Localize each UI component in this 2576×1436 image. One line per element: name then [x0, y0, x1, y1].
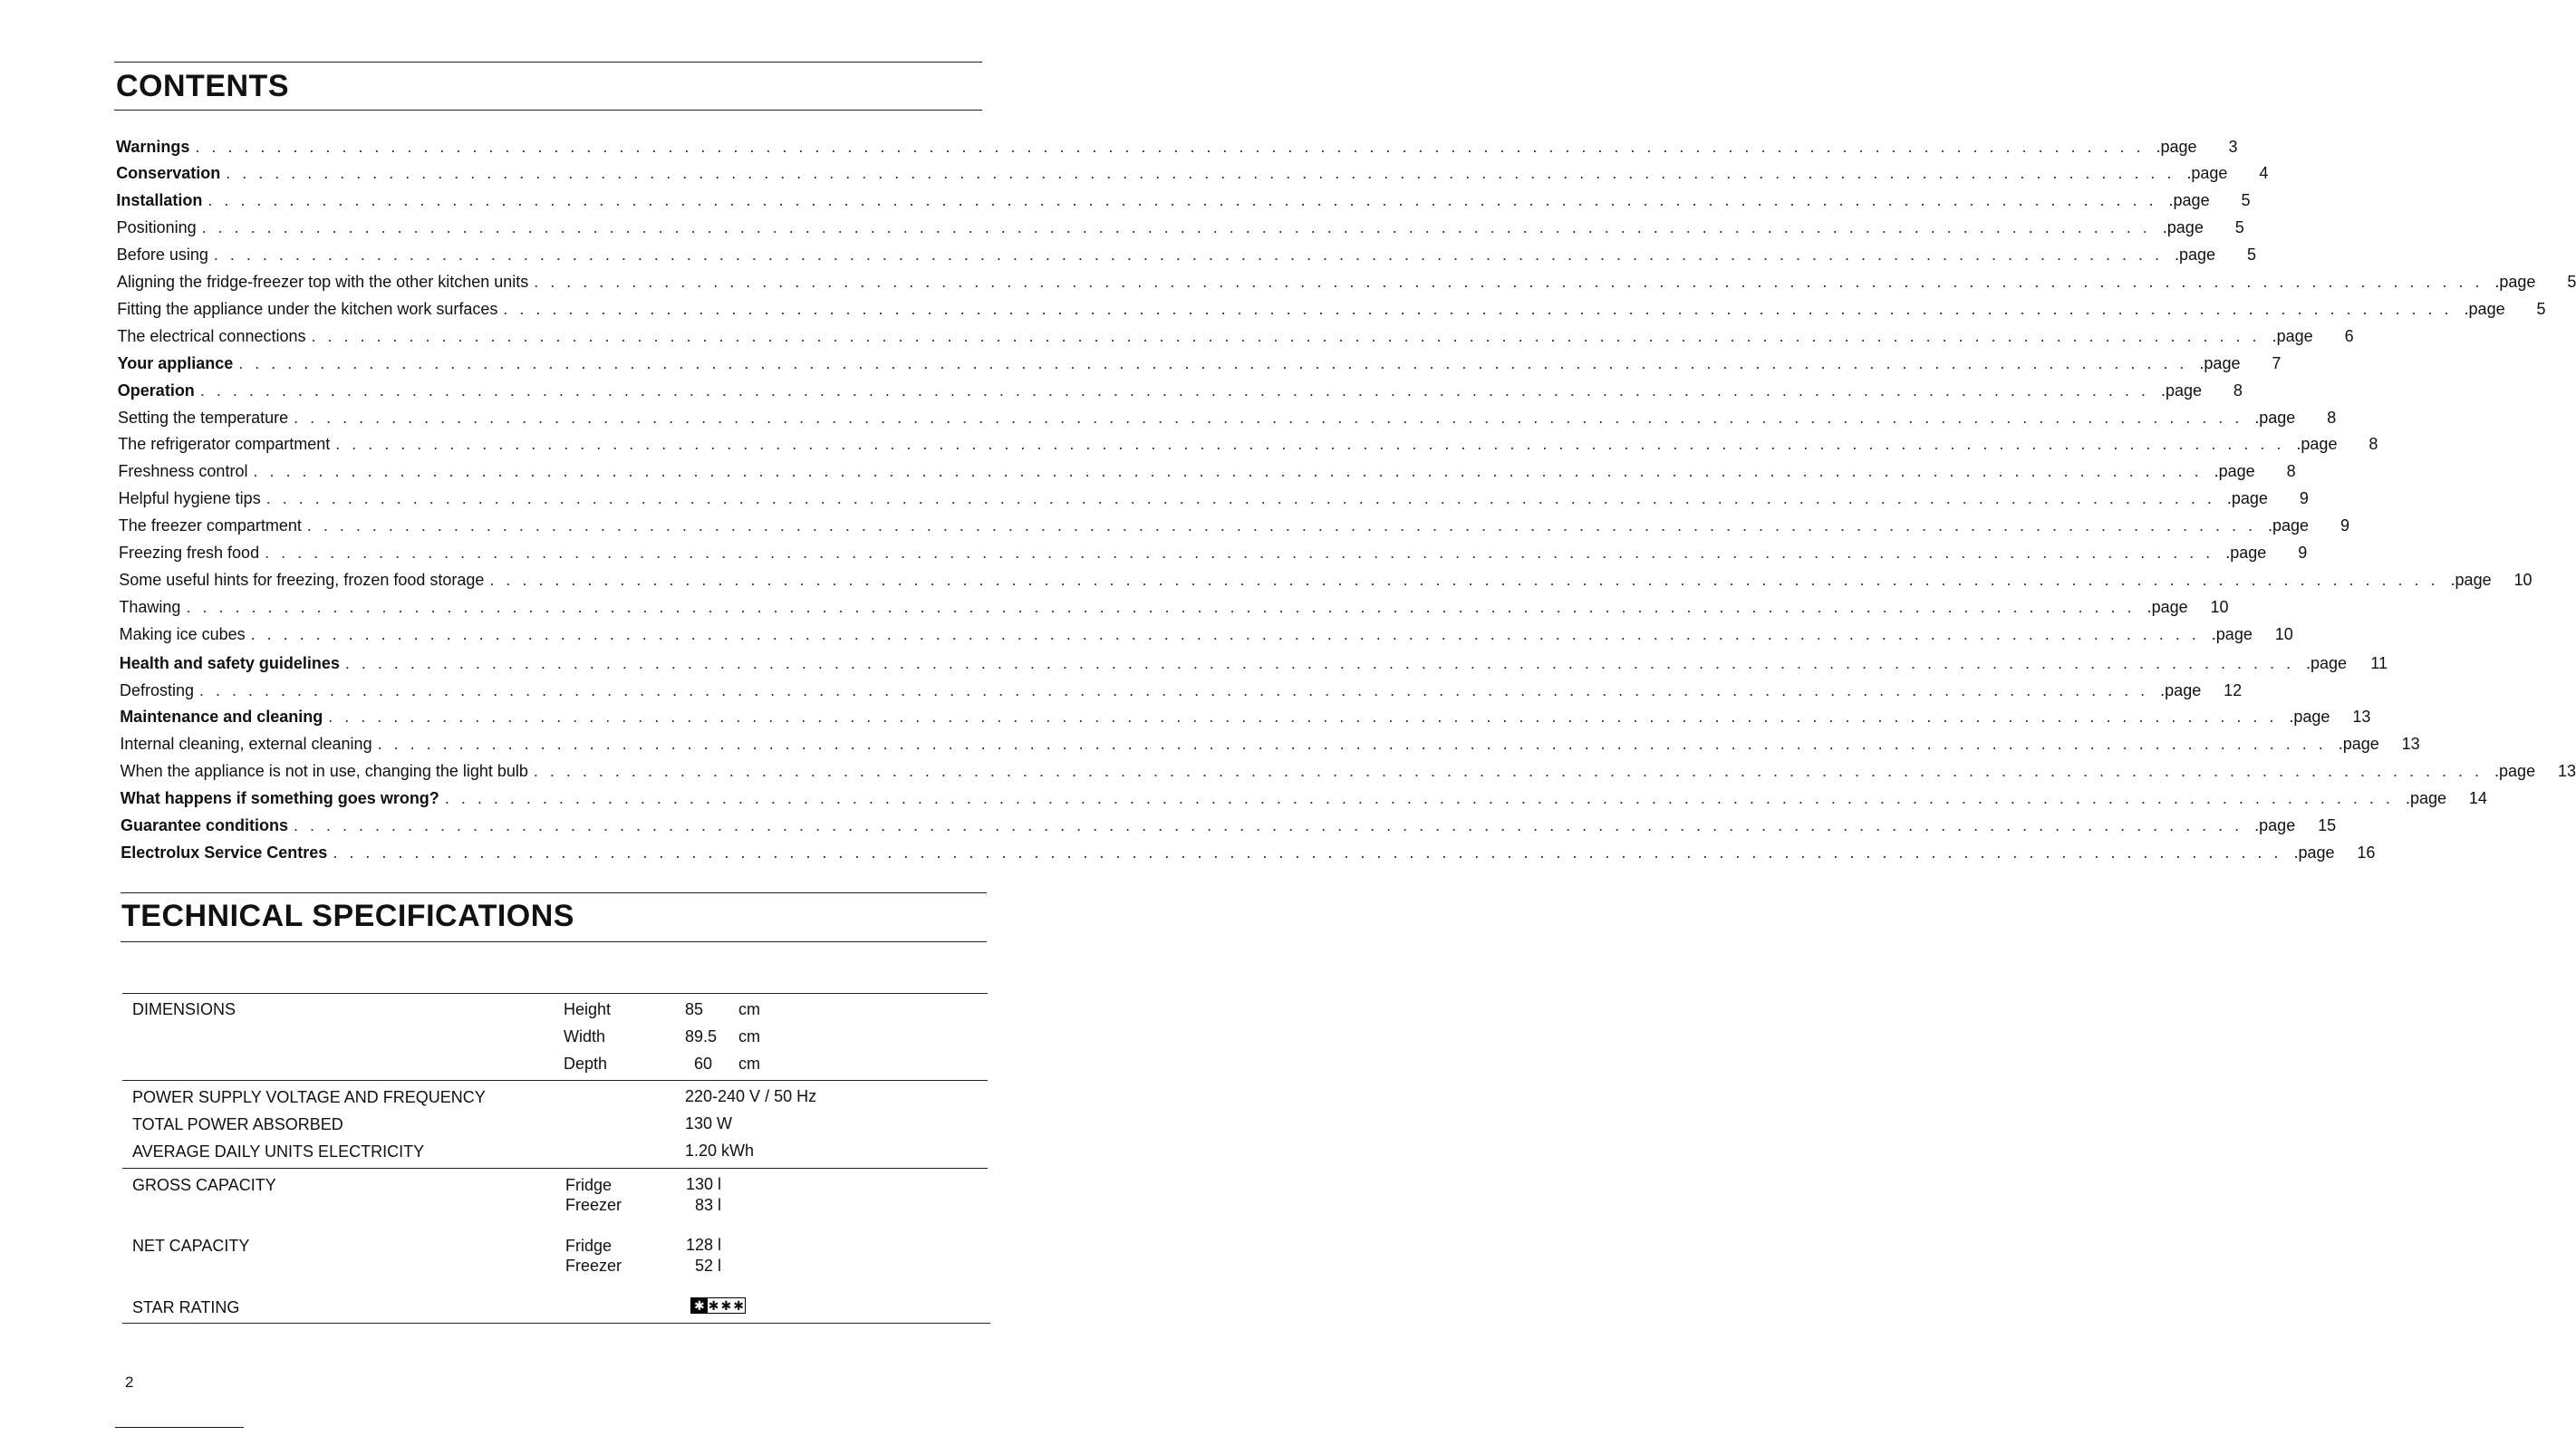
spec-unit: cm — [738, 1027, 760, 1046]
dot-leader: ........................................................................................................................ — [250, 624, 2208, 643]
dot-leader: ........................................................................................................................ — [503, 299, 2461, 318]
toc-entry — [118, 458, 2296, 486]
dot-leader: ........................................................................................................................ — [213, 246, 2171, 265]
toc-entry — [119, 650, 2388, 677]
spec-value: 89.5 — [685, 1027, 718, 1046]
toc-label: Operation — [117, 381, 195, 400]
toc-page-number: 10 — [2210, 597, 2229, 616]
toc-page-word: .page — [2186, 164, 2228, 183]
toc-entry — [118, 486, 2309, 513]
spec-unit: cm — [738, 1055, 760, 1073]
toc-label: Helpful hygiene tips — [118, 489, 261, 508]
toc-label: Conservation — [116, 164, 221, 183]
toc-entry — [117, 295, 2546, 323]
dot-leader: ........................................................................................................................ — [195, 137, 2153, 156]
dot-leader: ........................................................................................................................ — [207, 191, 2166, 210]
dot-leader: ........................................................................................................................ — [344, 653, 2302, 672]
toc-label: When the appliance is not in use, changing the light bulb — [120, 762, 528, 781]
toc-label: Warnings — [116, 137, 190, 156]
spec-value: 85 — [685, 1000, 704, 1018]
dot-leader: ........................................................................................................................ — [265, 544, 2223, 562]
divider — [122, 1168, 988, 1169]
toc-page-number: 16 — [2357, 843, 2376, 862]
toc-label: Health and safety guidelines — [119, 653, 340, 672]
toc-entry — [119, 566, 2533, 593]
toc-page-word: .page — [2305, 653, 2348, 672]
spec-sub: Fridge — [565, 1176, 613, 1194]
dot-leader: ........................................................................................................................ — [294, 408, 2252, 427]
toc-page-number: 13 — [2352, 708, 2371, 727]
toc-label: Positioning — [116, 218, 197, 237]
dot-leader: ........................................................................................................................ — [265, 489, 2224, 508]
dot-leader: ........................................................................................................................ — [186, 597, 2144, 616]
toc-label: The electrical connections — [117, 326, 306, 345]
toc-label: Internal cleaning, external cleaning — [120, 735, 372, 754]
spec-unit: cm — [738, 1000, 760, 1018]
spec-sub: Width — [564, 1027, 606, 1046]
toc-entry — [118, 404, 2337, 431]
toc-page-number: 8 — [2286, 462, 2296, 481]
toc-label: Aligning the fridge-freezer top with the other kitchen units — [117, 273, 529, 291]
toc-page-word: .page — [2160, 381, 2202, 400]
spec-value: 60 — [694, 1055, 713, 1073]
toc-page-word: .page — [2272, 326, 2313, 345]
divider — [114, 62, 982, 63]
spec-sub: Freezer — [565, 1196, 622, 1214]
toc-page-number: 12 — [2224, 680, 2243, 699]
toc-page-word: .page — [2405, 789, 2446, 808]
link-underline — [115, 1427, 244, 1428]
spec-label: NET CAPACITY — [132, 1237, 250, 1255]
toc-entry — [121, 813, 2337, 840]
toc-page-number: 5 — [2234, 218, 2244, 237]
toc-entry — [120, 677, 2243, 704]
divider — [121, 892, 987, 893]
toc-entry — [116, 133, 2238, 160]
dot-leader: ........................................................................................................................ — [311, 326, 2269, 345]
toc-entry — [116, 242, 2256, 269]
spec-label: POWER SUPPLY VOLTAGE AND FREQUENCY — [132, 1088, 486, 1106]
toc-entry — [120, 785, 2487, 813]
toc-page-number: 3 — [2228, 137, 2238, 156]
divider — [114, 110, 982, 111]
toc-page-number: 8 — [2327, 408, 2337, 427]
dot-leader: ........................................................................................................................ — [533, 762, 2492, 781]
dot-leader: ........................................................................................................................ — [226, 164, 2184, 183]
toc-page-word: .page — [2175, 246, 2216, 265]
toc-label: Freshness control — [118, 462, 248, 481]
spec-label: AVERAGE DAILY UNITS ELECTRICITY — [132, 1142, 425, 1161]
toc-page-number: 13 — [2558, 762, 2576, 781]
toc-page-word: .page — [2494, 762, 2536, 781]
spec-label: GROSS CAPACITY — [132, 1176, 276, 1194]
divider — [122, 1080, 988, 1081]
star-icon: ✱ — [708, 1298, 719, 1313]
dot-leader: ........................................................................................................................ — [489, 570, 2447, 589]
toc-label: What happens if something goes wrong? — [120, 789, 439, 808]
toc-entry — [119, 621, 2293, 648]
toc-entry — [116, 160, 2269, 188]
toc-label: Maintenance and cleaning — [120, 708, 323, 727]
toc-page-number: 8 — [2233, 381, 2243, 400]
toc-page-word: .page — [2199, 353, 2241, 372]
toc-entry — [116, 188, 2251, 215]
dot-leader: ........................................................................................................................ — [201, 218, 2159, 237]
dot-leader: ........................................................................................................................ — [294, 816, 2252, 834]
toc-page-word: .page — [2268, 516, 2310, 535]
spec-value: 220-240 V / 50 Hz — [685, 1087, 817, 1105]
page-number: 2 — [125, 1373, 134, 1391]
toc-page-word: .page — [2162, 218, 2204, 237]
dot-leader: ........................................................................................................................ — [333, 843, 2291, 862]
contents-title: CONTENTS — [116, 69, 289, 103]
toc-page-word: .page — [2211, 624, 2253, 643]
toc-entry — [118, 431, 2378, 458]
toc-page-word: .page — [2147, 597, 2188, 616]
toc-page-number: 10 — [2274, 624, 2293, 643]
toc-entry — [117, 377, 2243, 404]
toc-page-number: 9 — [2340, 516, 2349, 535]
divider — [121, 941, 987, 942]
toc-page-number: 4 — [2259, 164, 2269, 183]
toc-page-word: .page — [2160, 680, 2202, 699]
toc-page-word: .page — [2464, 299, 2505, 318]
toc-label: Your appliance — [117, 353, 234, 372]
toc-page-number: 5 — [2536, 299, 2546, 318]
divider — [122, 1323, 990, 1324]
star-icon: ✱ — [720, 1298, 732, 1313]
spec-value: 128 l — [686, 1236, 722, 1254]
dot-leader: ........................................................................................................................ — [306, 516, 2264, 535]
toc-page-number: 6 — [2344, 326, 2354, 345]
toc-page-number: 10 — [2513, 570, 2533, 589]
toc-entry — [118, 513, 2349, 540]
toc-page-number: 15 — [2318, 816, 2337, 834]
toc-entry — [116, 215, 2244, 242]
toc-page-number: 13 — [2401, 735, 2420, 754]
toc-page-word: .page — [2225, 544, 2267, 562]
divider — [122, 993, 988, 994]
star-icon: ✱ — [733, 1298, 744, 1313]
spec-label: DIMENSIONS — [132, 1000, 236, 1018]
toc-label: The freezer compartment — [118, 516, 302, 535]
spec-sub: Height — [564, 1000, 612, 1018]
specs-title: TECHNICAL SPECIFICATIONS — [121, 899, 574, 933]
dot-leader: ........................................................................................................................ — [199, 381, 2157, 400]
toc-page-word: .page — [2156, 137, 2197, 156]
toc-entry — [117, 350, 2282, 377]
spec-label: TOTAL POWER ABSORBED — [132, 1115, 343, 1133]
toc-entry — [121, 839, 2376, 866]
toc-page-number: 11 — [2370, 653, 2388, 672]
spec-value: 130 W — [685, 1114, 733, 1132]
toc-page-word: .page — [2338, 735, 2379, 754]
toc-page-number: 8 — [2369, 435, 2378, 454]
toc-page-word: .page — [2254, 816, 2296, 834]
spec-sub: Freezer — [565, 1257, 622, 1275]
toc-page-word: .page — [2450, 570, 2492, 589]
spec-sub: Fridge — [565, 1237, 613, 1255]
toc-page-number: 9 — [2299, 489, 2309, 508]
spec-sub: Depth — [564, 1055, 608, 1073]
toc-page-number: 5 — [2246, 246, 2256, 265]
toc-page-word: .page — [2226, 489, 2268, 508]
dot-leader: ........................................................................................................................ — [335, 435, 2293, 454]
toc-label: Guarantee conditions — [121, 816, 289, 834]
toc-page-word: .page — [2289, 708, 2330, 727]
toc-entry — [117, 269, 2576, 296]
toc-label: Setting the temperature — [118, 408, 289, 427]
toc-label: Thawing — [119, 597, 181, 616]
star-icon: ✱ — [691, 1298, 708, 1313]
toc-entry — [120, 704, 2371, 731]
spec-value: 52 l — [695, 1257, 722, 1275]
toc-label: Freezing fresh food — [119, 544, 260, 562]
dot-leader: ........................................................................................................................ — [534, 273, 2492, 291]
toc-page-word: .page — [2296, 435, 2338, 454]
toc-label: Electrolux Service Centres — [121, 843, 328, 862]
toc-page-number: 5 — [2241, 191, 2251, 210]
toc-label: Before using — [116, 246, 208, 265]
toc-label: Making ice cubes — [119, 624, 246, 643]
dot-leader: ........................................................................................................................ — [199, 680, 2157, 699]
toc-page-number: 9 — [2298, 544, 2308, 562]
spec-value: 1.20 kWh — [685, 1142, 755, 1160]
spec-value: 83 l — [695, 1196, 722, 1214]
dot-leader: ........................................................................................................................ — [238, 353, 2196, 372]
spec-value: 130 l — [686, 1175, 722, 1193]
toc-label: The refrigerator compartment — [118, 435, 331, 454]
dot-leader: ........................................................................................................................ — [328, 708, 2286, 727]
star-rating-icon — [690, 1297, 746, 1314]
toc-entry — [120, 731, 2420, 758]
dot-leader: ........................................................................................................................ — [444, 789, 2402, 808]
toc-page-word: .page — [2254, 408, 2296, 427]
toc-label: Fitting the appliance under the kitchen work surfaces — [117, 299, 498, 318]
toc-page-word: .page — [2168, 191, 2210, 210]
toc-page-number: 7 — [2272, 353, 2282, 372]
dot-leader: ........................................................................................................................ — [377, 735, 2335, 754]
toc-entry — [120, 758, 2576, 785]
spec-label: STAR RATING — [132, 1298, 240, 1316]
toc-entry — [119, 540, 2308, 567]
toc-label: Defrosting — [120, 680, 195, 699]
toc-entry — [119, 593, 2229, 621]
toc-page-word: .page — [2494, 273, 2536, 291]
toc-page-word: .page — [2214, 462, 2255, 481]
toc-label: Some useful hints for freezing, frozen food storage — [119, 570, 485, 589]
toc-entry — [117, 323, 2354, 350]
dot-leader: ........................................................................................................................ — [253, 462, 2211, 481]
toc-page-number: 5 — [2567, 273, 2576, 291]
toc-page-word: .page — [2293, 843, 2335, 862]
toc-page-number: 14 — [2468, 789, 2487, 808]
toc-label: Installation — [116, 191, 203, 210]
